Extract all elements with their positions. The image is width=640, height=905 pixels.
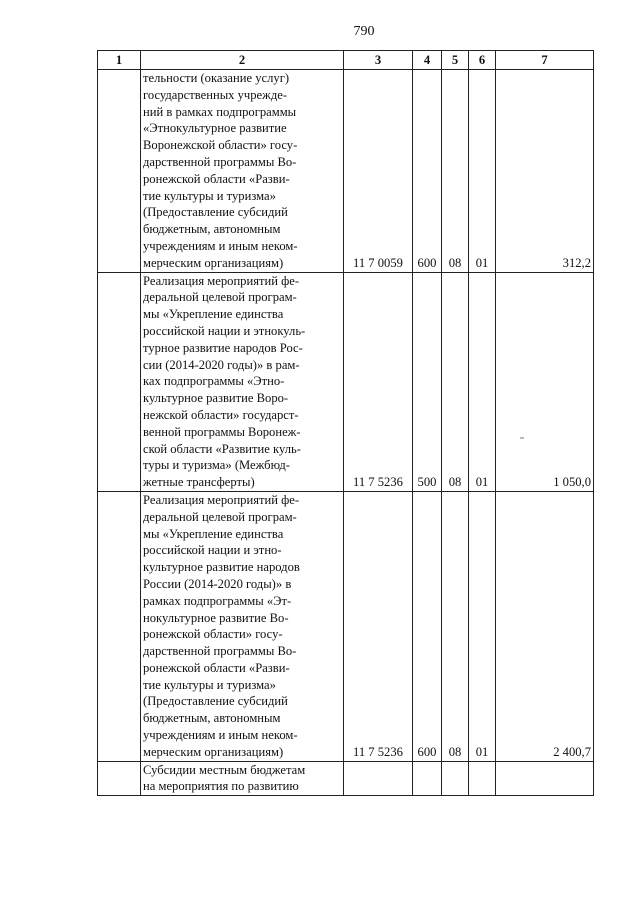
description-line: (Предоставление субсидий xyxy=(143,694,288,709)
section-cell: 08 xyxy=(442,272,469,491)
description-line: дарственной программы Во- xyxy=(143,154,297,169)
description-line: Воронежской области» госу- xyxy=(143,138,298,153)
description-line: (Предоставление субсидий xyxy=(143,205,288,220)
row-number-cell xyxy=(98,761,141,796)
description-line: мерческим организациям) xyxy=(143,255,284,270)
header-col-3: 3 xyxy=(344,51,413,70)
section-cell: 08 xyxy=(442,491,469,761)
description-line: Реализация мероприятий фе- xyxy=(143,492,300,507)
description-line: учреждениям и иным неком- xyxy=(143,728,298,743)
row-number-cell xyxy=(98,70,141,273)
description-line: бюджетным, автономным xyxy=(143,711,281,726)
description-line: нежской области» государст- xyxy=(143,407,299,422)
header-col-1: 1 xyxy=(98,51,141,70)
description-line: Реализация мероприятий фе- xyxy=(143,273,300,288)
description-line: на мероприятия по развитию xyxy=(143,779,299,794)
target-article-cell: 11 7 0059 xyxy=(344,70,413,273)
description-line: сии (2014-2020 годы)» в рам- xyxy=(143,357,300,372)
table-body xyxy=(98,70,594,796)
table-header-row xyxy=(98,51,594,70)
description-line: культурное развитие Воро- xyxy=(143,391,289,406)
amount-cell: 2 400,7 xyxy=(496,491,594,761)
description-line: России (2014-2020 годы)» в xyxy=(143,576,292,591)
amount-cell xyxy=(496,761,594,796)
description-line: культурное развитие народов xyxy=(143,560,300,575)
description-line: мы «Укрепление единства xyxy=(143,307,284,322)
description-line: мы «Укрепление единства xyxy=(143,526,284,541)
subsection-cell: 01 xyxy=(469,491,496,761)
page-number: 790 xyxy=(353,24,375,39)
description-line: бюджетным, автономным xyxy=(143,222,281,237)
description-line: Субсидии местным бюджетам xyxy=(143,762,306,777)
budget-table xyxy=(97,50,594,796)
description-line: тие культуры и туризма» xyxy=(143,188,276,203)
description-line: рамках подпрограммы «Эт- xyxy=(143,593,292,608)
description-line: туры и туризма» (Межбюд- xyxy=(143,458,290,473)
description-line: нокультурное развитие Во- xyxy=(143,610,289,625)
header-col-4: 4 xyxy=(413,51,442,70)
row-description xyxy=(141,70,344,273)
scan-mark xyxy=(520,437,524,439)
description-line: ской области «Развитие куль- xyxy=(143,441,301,456)
table-row xyxy=(98,272,594,491)
description-line: деральной целевой програм- xyxy=(143,290,297,305)
description-line: тельности (оказание услуг) xyxy=(143,71,290,85)
description-line: ронежской области» госу- xyxy=(143,627,283,642)
description-line: мерческим организациям) xyxy=(143,744,284,759)
table-row xyxy=(98,761,594,796)
description-line: российской нации и этно- xyxy=(143,543,282,558)
row-description xyxy=(141,272,344,491)
description-line: жетные трансферты) xyxy=(143,475,255,490)
subsection-cell xyxy=(469,761,496,796)
table-row xyxy=(98,491,594,761)
row-description xyxy=(141,761,344,796)
table-row xyxy=(98,70,594,273)
header-col-5: 5 xyxy=(442,51,469,70)
subsection-cell: 01 xyxy=(469,70,496,273)
target-article-cell: 11 7 5236 xyxy=(344,272,413,491)
header-col-2: 2 xyxy=(141,51,344,70)
section-cell xyxy=(442,761,469,796)
target-article-cell: 11 7 5236 xyxy=(344,491,413,761)
expense-type-cell xyxy=(413,761,442,796)
description-line: венной программы Воронеж- xyxy=(143,424,301,439)
row-description xyxy=(141,491,344,761)
header-col-7: 7 xyxy=(496,51,594,70)
description-line: ках подпрограммы «Этно- xyxy=(143,374,285,389)
target-article-cell xyxy=(344,761,413,796)
expense-type-cell: 500 xyxy=(413,272,442,491)
amount-cell: 312,2 xyxy=(496,70,594,273)
amount-cell: 1 050,0 xyxy=(496,272,594,491)
description-line: дарственной программы Во- xyxy=(143,644,297,659)
section-cell: 08 xyxy=(442,70,469,273)
description-line: российской нации и этнокуль- xyxy=(143,323,306,338)
expense-type-cell: 600 xyxy=(413,70,442,273)
row-number-cell xyxy=(98,272,141,491)
description-line: ний в рамках подпрограммы xyxy=(143,104,297,119)
row-number-cell xyxy=(98,491,141,761)
description-line: ронежской области «Разви- xyxy=(143,171,290,186)
header-col-6: 6 xyxy=(469,51,496,70)
description-line: тие культуры и туризма» xyxy=(143,677,276,692)
description-line: ронежской области «Разви- xyxy=(143,660,290,675)
description-line: учреждениям и иным неком- xyxy=(143,238,298,253)
description-line: турное развитие народов Рос- xyxy=(143,340,303,355)
description-line: деральной целевой програм- xyxy=(143,509,297,524)
description-line: государственных учрежде- xyxy=(143,87,288,102)
expense-type-cell: 600 xyxy=(413,491,442,761)
subsection-cell: 01 xyxy=(469,272,496,491)
description-line: «Этнокультурное развитие xyxy=(143,121,287,136)
